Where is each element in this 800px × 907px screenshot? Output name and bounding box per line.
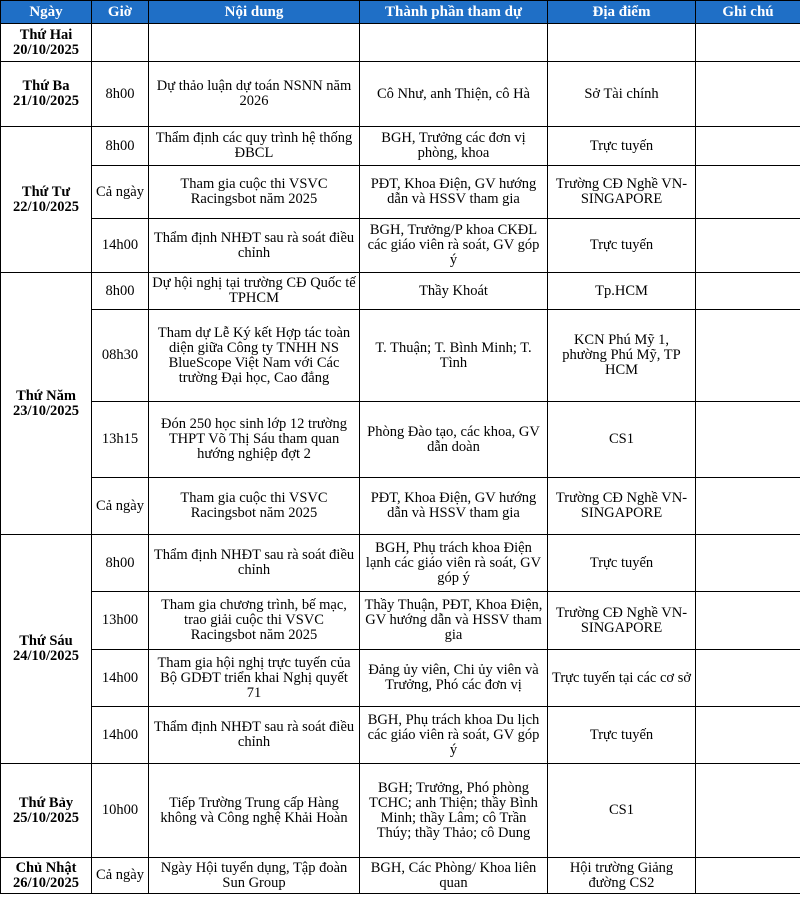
participants-cell: Phòng Đào tạo, các khoa, GV dẫn doàn bbox=[360, 402, 548, 478]
time-cell: 8h00 bbox=[92, 127, 149, 166]
location-cell: Tp.HCM bbox=[548, 273, 696, 310]
day-cell bbox=[1, 858, 92, 894]
table-row bbox=[1, 273, 800, 310]
table-row bbox=[1, 478, 800, 535]
notes-cell bbox=[696, 478, 800, 535]
notes-cell bbox=[696, 650, 800, 707]
table-row bbox=[1, 310, 800, 402]
table-row bbox=[1, 62, 800, 127]
day-date: 20/10/2025 bbox=[12, 41, 80, 58]
location-cell: CS1 bbox=[548, 764, 696, 858]
notes-cell bbox=[696, 273, 800, 310]
table-row bbox=[1, 535, 800, 592]
participants-cell: Đảng ủy viên, Chi ủy viên và Trưởng, Phó các đơn vị bbox=[360, 650, 548, 707]
header-content: Nội dung bbox=[149, 1, 360, 24]
content-cell: Tham gia hội nghị trực tuyến của Bộ GDĐT triển khai Nghị quyết 71 bbox=[149, 650, 360, 707]
participants-cell bbox=[360, 24, 548, 62]
participants-cell: BGH, Các Phòng/ Khoa liên quan bbox=[360, 858, 548, 894]
participants-cell: Thầy Thuận, PĐT, Khoa Điện, GV hướng dẫn và HSSV tham gia bbox=[360, 592, 548, 650]
header-notes: Ghi chú bbox=[696, 1, 800, 24]
notes-cell bbox=[696, 707, 800, 764]
header-day: Ngày bbox=[1, 1, 92, 24]
day-cell bbox=[1, 62, 92, 127]
day-cell bbox=[1, 535, 92, 764]
table-row bbox=[1, 166, 800, 219]
day-date: 25/10/2025 bbox=[12, 809, 80, 826]
day-date: 23/10/2025 bbox=[12, 402, 80, 419]
location-cell: Trường CĐ Nghề VN-SINGAPORE bbox=[548, 166, 696, 219]
table-row bbox=[1, 219, 800, 273]
time-cell: 14h00 bbox=[92, 219, 149, 273]
notes-cell bbox=[696, 219, 800, 273]
table-row bbox=[1, 858, 800, 894]
time-cell: 08h30 bbox=[92, 310, 149, 402]
day-cell bbox=[1, 764, 92, 858]
notes-cell bbox=[696, 764, 800, 858]
day-date: 26/10/2025 bbox=[12, 874, 80, 891]
content-cell bbox=[149, 24, 360, 62]
content-cell: Thẩm định các quy trình hệ thống ĐBCL bbox=[149, 127, 360, 166]
time-cell: Cả ngày bbox=[92, 478, 149, 535]
location-cell: Trực tuyến tại các cơ sở bbox=[548, 650, 696, 707]
time-cell: Cả ngày bbox=[92, 166, 149, 219]
location-cell: Hội trường Giảng đường CS2 bbox=[548, 858, 696, 894]
table-row bbox=[1, 24, 800, 62]
location-cell: Trực tuyến bbox=[548, 219, 696, 273]
time-cell: 10h00 bbox=[92, 764, 149, 858]
time-cell: 8h00 bbox=[92, 535, 149, 592]
header-time: Giờ bbox=[92, 1, 149, 24]
location-cell: Sở Tài chính bbox=[548, 62, 696, 127]
table-row bbox=[1, 764, 800, 858]
content-cell: Tiếp Trường Trung cấp Hàng không và Công nghệ Khải Hoàn bbox=[149, 764, 360, 858]
content-cell: Tham dự Lễ Ký kết Hợp tác toàn diện giữa Công ty TNHH NS BlueScope Việt Nam với Các trường Đại học, Cao đẳng bbox=[149, 310, 360, 402]
content-cell: Dự thảo luận dự toán NSNN năm 2026 bbox=[149, 62, 360, 127]
time-cell bbox=[92, 24, 149, 62]
content-cell: Tham gia chương trình, bế mạc, trao giải cuộc thi VSVC Racingsbot năm 2025 bbox=[149, 592, 360, 650]
time-cell: 13h00 bbox=[92, 592, 149, 650]
content-cell: Thẩm định NHĐT sau rà soát điều chỉnh bbox=[149, 535, 360, 592]
content-cell: Dự hội nghị tại trường CĐ Quốc tế TPHCM bbox=[149, 273, 360, 310]
time-cell: 8h00 bbox=[92, 62, 149, 127]
participants-cell: BGH, Phụ trách khoa Điện lạnh các giáo viên rà soát, GV góp ý bbox=[360, 535, 548, 592]
participants-cell: BGH, Phụ trách khoa Du lịch các giáo viên rà soát, GV góp ý bbox=[360, 707, 548, 764]
location-cell bbox=[548, 24, 696, 62]
participants-cell: BGH; Trưởng, Phó phòng TCHC; anh Thiện; thầy Bình Minh; thầy Lâm; cô Trần Thúy; thầy Thảo; cô Dung bbox=[360, 764, 548, 858]
notes-cell bbox=[696, 127, 800, 166]
table-row bbox=[1, 592, 800, 650]
time-cell: 14h00 bbox=[92, 650, 149, 707]
notes-cell bbox=[696, 858, 800, 894]
notes-cell bbox=[696, 310, 800, 402]
notes-cell bbox=[696, 24, 800, 62]
table-row bbox=[1, 402, 800, 478]
time-cell: Cả ngày bbox=[92, 858, 149, 894]
header-participants: Thành phần tham dự bbox=[360, 1, 548, 24]
content-cell: Thẩm định NHĐT sau rà soát điều chỉnh bbox=[149, 219, 360, 273]
notes-cell bbox=[696, 62, 800, 127]
table-row bbox=[1, 707, 800, 764]
participants-cell: Cô Như, anh Thiện, cô Hà bbox=[360, 62, 548, 127]
content-cell: Đón 250 học sinh lớp 12 trường THPT Võ Thị Sáu tham quan hướng nghiệp đợt 2 bbox=[149, 402, 360, 478]
location-cell: Trực tuyến bbox=[548, 127, 696, 166]
participants-cell: BGH, Trưởng các đơn vị phòng, khoa bbox=[360, 127, 548, 166]
header-row bbox=[1, 1, 800, 24]
participants-cell: T. Thuận; T. Bình Minh; T. Tình bbox=[360, 310, 548, 402]
notes-cell bbox=[696, 535, 800, 592]
time-cell: 14h00 bbox=[92, 707, 149, 764]
content-cell: Thẩm định NHĐT sau rà soát điều chỉnh bbox=[149, 707, 360, 764]
content-cell: Ngày Hội tuyển dụng, Tập đoàn Sun Group bbox=[149, 858, 360, 894]
participants-cell: BGH, Trưởng/P khoa CKĐL các giáo viên rà soát, GV góp ý bbox=[360, 219, 548, 273]
location-cell: Trường CĐ Nghề VN-SINGAPORE bbox=[548, 478, 696, 535]
content-cell: Tham gia cuộc thi VSVC Racingsbot năm 2025 bbox=[149, 166, 360, 219]
participants-cell: PĐT, Khoa Điện, GV hướng dẫn và HSSV tham gia bbox=[360, 166, 548, 219]
day-name: Thứ Ba bbox=[22, 78, 70, 94]
header-location: Địa điểm bbox=[548, 1, 696, 24]
day-cell bbox=[1, 127, 92, 273]
day-name: Chủ Nhật bbox=[15, 859, 77, 876]
notes-cell bbox=[696, 166, 800, 219]
notes-cell bbox=[696, 592, 800, 650]
day-date: 22/10/2025 bbox=[12, 198, 80, 215]
day-name: Thứ Sáu bbox=[19, 633, 73, 649]
time-cell: 8h00 bbox=[92, 273, 149, 310]
content-cell: Tham gia cuộc thi VSVC Racingsbot năm 2025 bbox=[149, 478, 360, 535]
participants-cell: Thầy Khoát bbox=[360, 273, 548, 310]
day-cell bbox=[1, 24, 92, 62]
day-cell bbox=[1, 273, 92, 535]
day-date: 24/10/2025 bbox=[12, 648, 80, 664]
location-cell: KCN Phú Mỹ 1, phường Phú Mỹ, TP HCM bbox=[548, 310, 696, 402]
day-name: Thứ Năm bbox=[16, 387, 76, 404]
participants-cell: PĐT, Khoa Điện, GV hướng dẫn và HSSV tham gia bbox=[360, 478, 548, 535]
day-name: Thứ Bảy bbox=[18, 794, 74, 811]
day-date: 21/10/2025 bbox=[12, 93, 80, 109]
notes-cell bbox=[696, 402, 800, 478]
location-cell: Trường CĐ Nghề VN-SINGAPORE bbox=[548, 592, 696, 650]
location-cell: CS1 bbox=[548, 402, 696, 478]
time-cell: 13h15 bbox=[92, 402, 149, 478]
day-name: Thứ Hai bbox=[19, 26, 73, 43]
table-row bbox=[1, 127, 800, 166]
table-row bbox=[1, 650, 800, 707]
location-cell: Trực tuyến bbox=[548, 535, 696, 592]
location-cell: Trực tuyến bbox=[548, 707, 696, 764]
day-name: Thứ Tư bbox=[21, 183, 71, 200]
